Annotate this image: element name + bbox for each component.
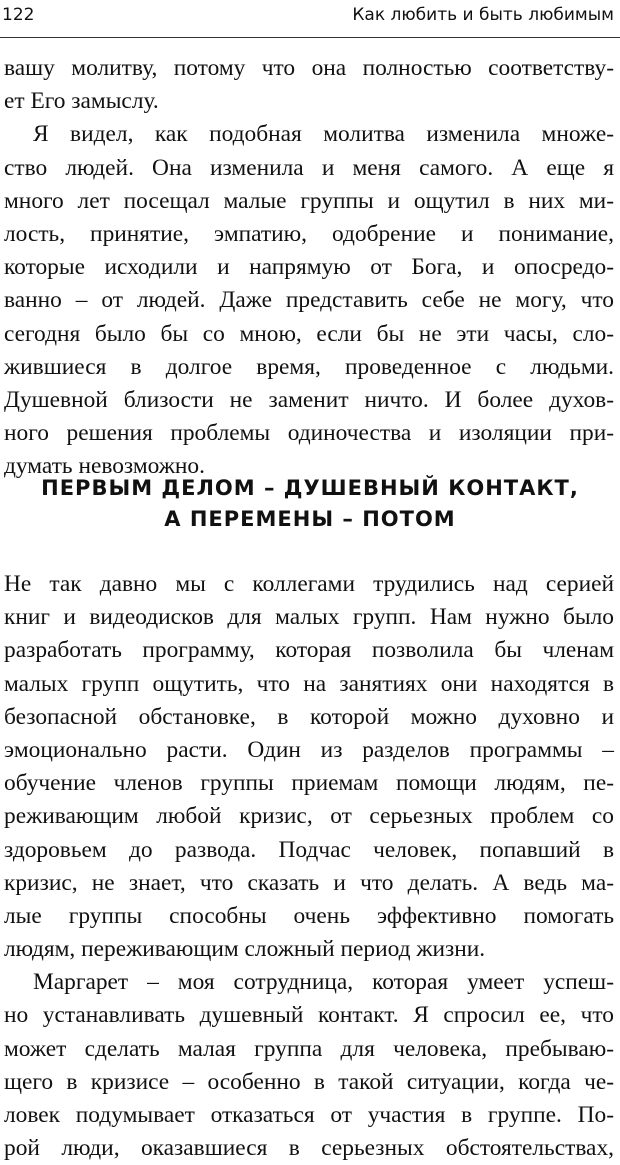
text-line: людям, переживающим сложный период жизни.	[4, 936, 486, 963]
book-title: Как любить и быть любимым	[352, 5, 614, 25]
text-line: разработать программу, которая позволила бы членам	[4, 637, 614, 664]
section-heading-line-2: А ПЕРЕМЕНЫ – ПОТОМ	[164, 507, 456, 531]
paragraph	[4, 52, 614, 118]
text-line: но устанавливать душевный контакт. Я спросил ее, что	[4, 1002, 614, 1029]
text-line: Я видел, как подобная молитва изменила множе-	[33, 121, 614, 148]
text-line: Душевной близости не заменит ничто. И более духов-	[4, 386, 614, 413]
text-line: ство людей. Она изменила и меня самого. А еще я	[4, 154, 614, 181]
text-block-after-heading	[4, 568, 614, 1165]
text-line: здоровьем до развода. Подчас человек, попавший в	[4, 836, 614, 863]
paragraph	[4, 568, 614, 966]
paragraph	[4, 966, 614, 1165]
text-line: обучение членов группы приемам помощи людям, пе-	[4, 770, 614, 797]
text-line: малых групп ощутить, что на занятиях они находятся в	[4, 670, 614, 697]
text-line: щего в кризисе – особенно в такой ситуации, когда че-	[4, 1068, 614, 1095]
text-line: Маргарет – моя сотрудница, которая умеет успеш-	[33, 969, 614, 996]
text-line: жившиеся в долгое время, проведенное с людьми.	[4, 353, 614, 380]
text-line: лые группы способны очень эффективно помогать	[4, 902, 614, 929]
text-line: которые исходили и напрямую от Бога, и опосредо-	[4, 254, 614, 281]
text-line: думать невозможно.	[4, 453, 205, 480]
text-line: лость, принятие, эмпатию, одобрение и понимание,	[4, 220, 614, 247]
text-line: ет Его замыслу.	[4, 88, 159, 115]
text-line: книг и видеодисков для малых групп. Нам нужно было	[4, 604, 614, 631]
text-line: много лет посещал малые группы и ощутил в них ми-	[4, 187, 614, 214]
text-line: Не так давно мы с коллегами трудились над серией	[4, 571, 614, 597]
running-header	[2, 2, 614, 28]
text-line: вашу молитву, потому что она полностью соответству-	[4, 55, 614, 81]
text-line: ловек подумывает отказаться от участия в группе. По-	[4, 1102, 614, 1128]
text-line: реживающим любой кризис, от серьезных проблем со	[4, 803, 614, 830]
text-line: может сделать малая группа для человека, пребываю-	[4, 1035, 614, 1062]
text-line: сегодня было бы со мною, если бы не эти часы, сло-	[4, 320, 614, 347]
paragraph	[4, 118, 614, 483]
text-block-before-heading	[4, 52, 614, 483]
text-line: ванно – от людей. Даже представить себе не могу, что	[4, 287, 614, 314]
header-rule	[0, 37, 620, 38]
section-heading-line-1: ПЕРВЫМ ДЕЛОМ – ДУШЕВНЫЙ КОНТАКТ,	[41, 476, 579, 500]
text-line: рой люди, оказавшиеся в серьезных обстоятельствах,	[4, 1135, 614, 1162]
section-heading	[0, 473, 620, 535]
page-number: 122	[2, 5, 35, 25]
text-line: кризис, не знает, что сказать и что делать. А ведь ма-	[4, 869, 614, 896]
text-line: безопасной обстановке, в которой можно духовно и	[4, 703, 614, 730]
text-line: ного решения проблемы одиночества и изоляции при-	[4, 420, 614, 447]
text-line: эмоционально расти. Один из разделов программы –	[4, 736, 614, 763]
